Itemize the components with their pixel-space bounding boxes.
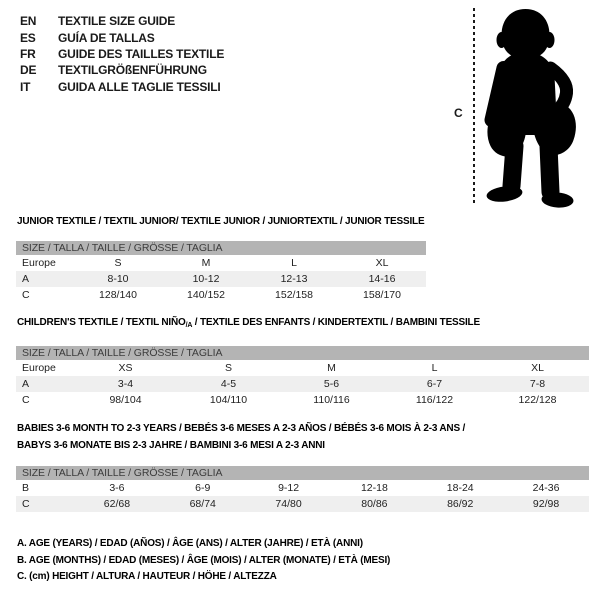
note-age-years: A. AGE (YEARS) / EDAD (AÑOS) / ÂGE (ANS) / ALTER (JAHRE) / ETÀ (ANNI) xyxy=(17,538,363,549)
row-label: B xyxy=(22,482,30,494)
table-cell: XS xyxy=(118,362,133,374)
table-cell: 86/92 xyxy=(447,498,474,510)
row-label: C xyxy=(22,289,30,301)
table-cell: S xyxy=(224,362,232,374)
table-cell: 10-12 xyxy=(192,273,220,285)
table-row-c xyxy=(16,287,426,303)
language-code: FR xyxy=(20,46,36,61)
table-row-a xyxy=(16,271,426,287)
language-row-en xyxy=(20,13,224,29)
table-cell: 116/122 xyxy=(415,394,454,406)
children-title-rest: / TEXTILE DES ENFANTS / KINDERTEXTIL / BAMBINI TESSILE xyxy=(192,317,480,328)
table-cell: 8-10 xyxy=(107,273,129,285)
legend-notes xyxy=(17,536,390,586)
children-size-table xyxy=(16,346,589,408)
junior-size-table xyxy=(16,241,426,303)
language-code: IT xyxy=(20,79,31,94)
size-header-bar: SIZE / TALLA / TAILLE / GRÖSSE / TAGLIA xyxy=(16,346,589,360)
table-row-c xyxy=(16,496,589,512)
table-row-c xyxy=(16,392,589,408)
language-code: EN xyxy=(20,14,37,29)
table-cell: 92/98 xyxy=(532,498,560,510)
table-cell: L xyxy=(291,257,297,269)
table-cell: 12-13 xyxy=(280,273,308,285)
table-cell: 5-6 xyxy=(323,378,340,390)
table-cell: 18-24 xyxy=(446,482,474,494)
row-label: C xyxy=(22,394,30,406)
language-label: GUIDA ALLE TAGLIE TESSILI xyxy=(58,79,221,94)
language-code: DE xyxy=(20,63,37,78)
children-section-title xyxy=(17,317,480,329)
size-header-bar: SIZE / TALLA / TAILLE / GRÖSSE / TAGLIA xyxy=(16,466,589,480)
language-row-de xyxy=(20,62,224,78)
note-height-cm: C. (cm) HEIGHT / ALTURA / HAUTEUR / HÖHE / ALTEZZA xyxy=(17,571,277,583)
row-label: A xyxy=(22,273,30,285)
table-row-b xyxy=(16,480,589,496)
table-cell: 98/104 xyxy=(109,394,142,406)
row-label: Europe xyxy=(22,362,56,374)
table-cell: 24-36 xyxy=(532,482,560,494)
language-code: ES xyxy=(20,30,36,45)
table-cell: 4-5 xyxy=(220,378,237,390)
row-label: Europe xyxy=(22,257,56,269)
table-cell: 158/170 xyxy=(363,289,401,301)
table-cell: 122/128 xyxy=(518,394,557,406)
table-cell: 14-16 xyxy=(368,273,396,285)
junior-section-title: JUNIOR TEXTILE / TEXTIL JUNIOR/ TEXTILE JUNIOR / JUNIORTEXTIL / JUNIOR TESSILE xyxy=(17,216,425,227)
table-cell: 110/116 xyxy=(313,394,350,406)
babies-section-title-line1: BABIES 3-6 MONTH TO 2-3 YEARS / BEBÉS 3-6 MESES A 2-3 AÑOS / BÉBÉS 3-6 MOIS À 2-3 ANS / xyxy=(17,423,466,434)
table-row-europe xyxy=(16,360,589,376)
table-cell: M xyxy=(327,362,336,374)
table-cell: 140/152 xyxy=(187,289,225,301)
table-cell: M xyxy=(201,257,211,269)
row-label: A xyxy=(22,378,30,390)
table-cell: 12-18 xyxy=(360,482,388,494)
table-cell: 74/80 xyxy=(275,498,302,510)
table-cell: 6-9 xyxy=(195,482,211,494)
language-label: GUIDE DES TAILLES TEXTILE xyxy=(58,46,225,61)
table-cell: 152/158 xyxy=(275,289,313,301)
table-cell: XL xyxy=(531,362,544,374)
babies-size-table xyxy=(16,466,589,512)
children-title-main: CHILDREN'S TEXTILE / TEXTIL NIÑO xyxy=(17,317,186,328)
table-cell: L xyxy=(431,362,438,374)
table-cell: S xyxy=(114,257,122,269)
language-list xyxy=(20,13,224,95)
table-cell: 9-12 xyxy=(278,482,300,494)
table-cell: 3-6 xyxy=(109,482,125,494)
table-cell: 104/110 xyxy=(209,394,248,406)
language-row-it xyxy=(20,79,224,95)
height-measure-label: C xyxy=(454,106,463,120)
note-age-months: B. AGE (MONTHS) / EDAD (MESES) / ÂGE (MOIS) / ALTER (MONATE) / ETÀ (MESI) xyxy=(17,554,391,566)
table-cell: 3-4 xyxy=(117,378,134,390)
babies-section-title-line2: BABYS 3-6 MONATE BIS 2-3 JAHRE / BAMBINI 3-6 MESI A 2-3 ANNI xyxy=(17,440,325,451)
language-label: TEXTILE SIZE GUIDE xyxy=(58,14,176,29)
table-cell: 62/68 xyxy=(103,498,131,510)
table-cell: 80/86 xyxy=(361,498,388,510)
language-row-fr xyxy=(20,46,224,62)
language-label: GUÍA DE TALLAS xyxy=(58,30,155,45)
children-title-subscript: /A xyxy=(185,322,193,329)
table-cell: XL xyxy=(375,257,389,269)
table-cell: 128/140 xyxy=(99,289,137,301)
table-row-a xyxy=(16,376,589,392)
size-header-bar: SIZE / TALLA / TAILLE / GRÖSSE / TAGLIA xyxy=(16,241,426,255)
table-row-europe xyxy=(16,255,426,271)
row-label: C xyxy=(22,498,30,510)
baby-silhouette-icon xyxy=(477,8,596,208)
table-cell: 6-7 xyxy=(426,378,443,390)
table-cell: 68/74 xyxy=(189,498,216,510)
table-cell: 7-8 xyxy=(529,378,546,390)
language-label: TEXTILGRÖßENFÜHRUNG xyxy=(58,63,207,78)
language-row-es xyxy=(20,29,224,45)
height-measure-dashed-line xyxy=(473,8,475,206)
